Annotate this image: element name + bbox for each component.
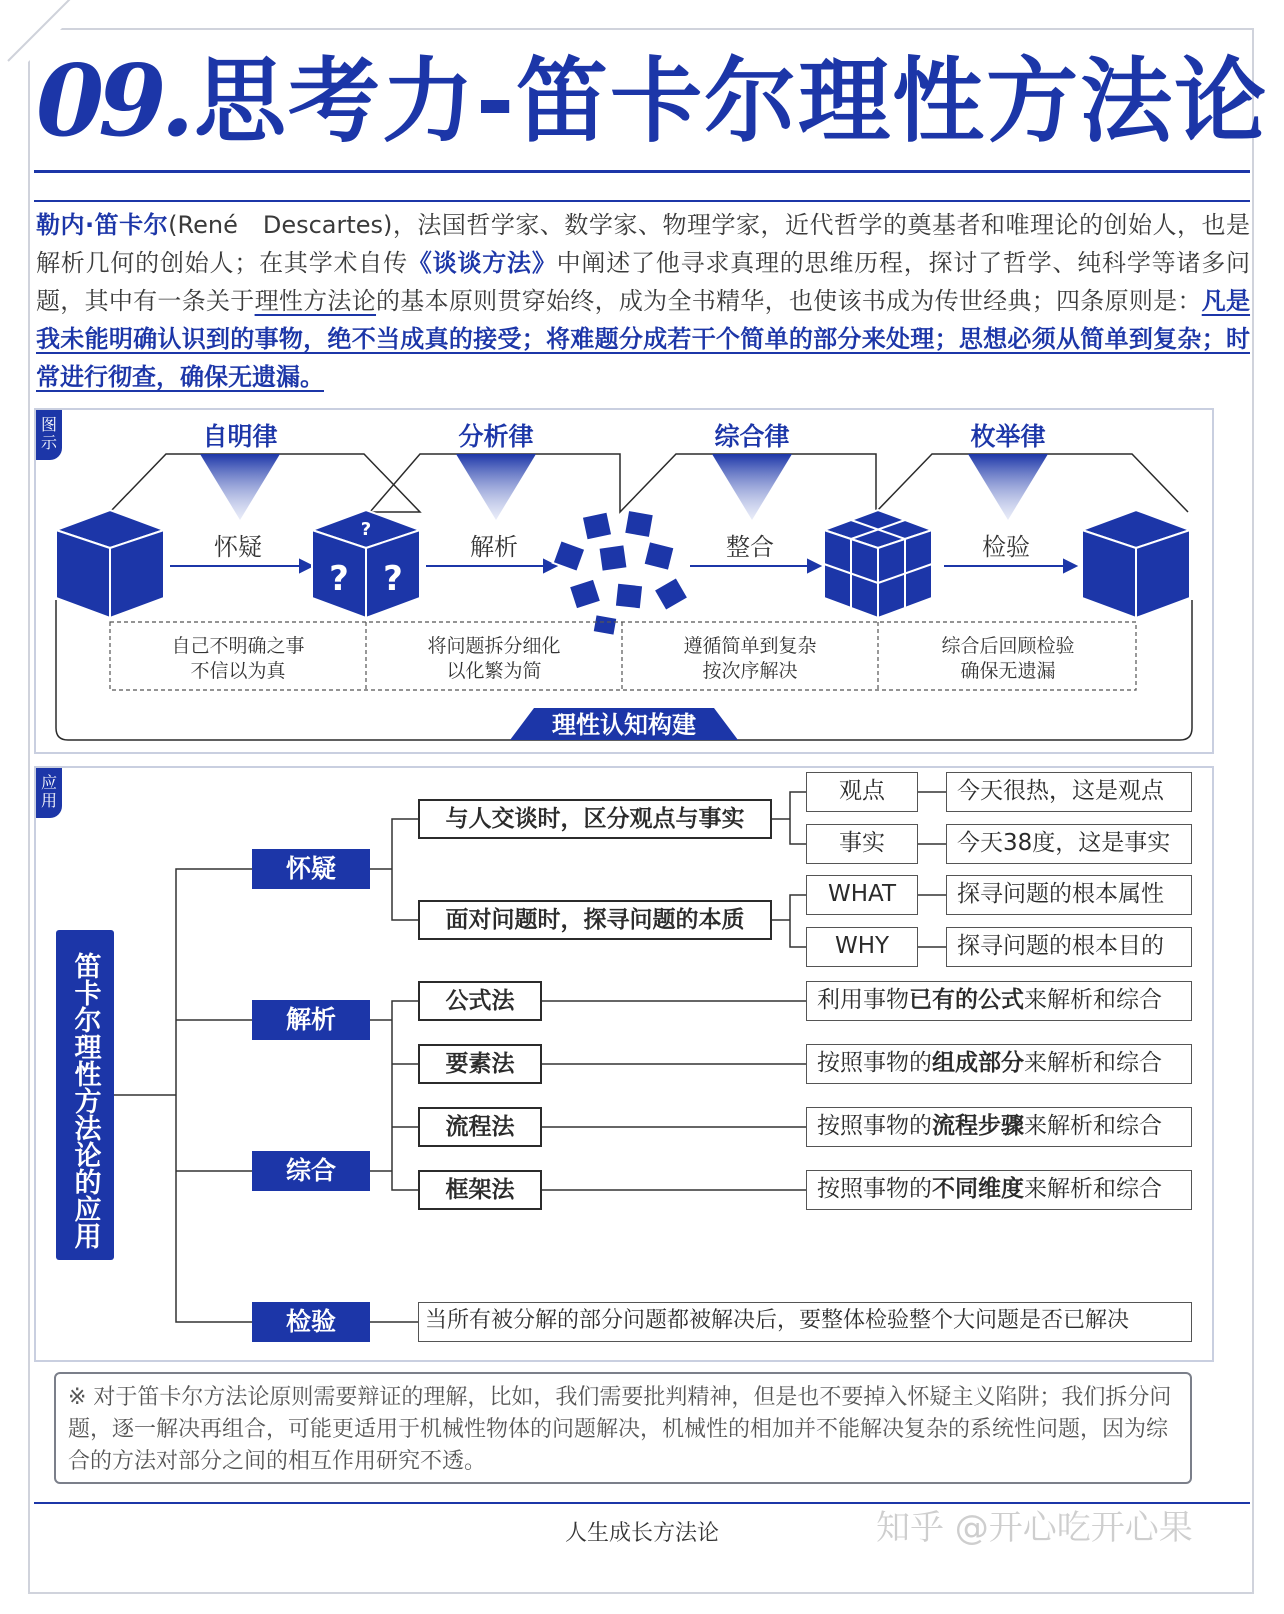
desc-4-line2: 确保无遗漏	[960, 660, 1056, 682]
branch-synthesize: 综合	[252, 1151, 370, 1191]
question-mark-left: ?	[329, 559, 349, 599]
method-framework-desc: 按照事物的不同维度来解析和综合	[806, 1170, 1192, 1210]
leaf-key-why: WHY	[806, 927, 918, 967]
application-tab: 应用	[36, 768, 62, 818]
intro-text-3: 的基本原则贯穿始终，成为全书精华，也使该书成为传世经典；四条原则是：	[376, 287, 1202, 315]
method-formula-desc: 利用事物已有的公式来解析和综合	[806, 981, 1192, 1021]
intro-text-1: (René Descartes)，法国哲学家、数学家、物理学家，近代哲学的奠基者和唯理论的创始人，也是解析几何的创始人；在其学术自传	[36, 211, 1250, 277]
desc-1-line2: 不信以为真	[190, 660, 286, 682]
branch-doubt: 怀疑	[252, 849, 370, 889]
leaf-value-what: 探寻问题的根本属性	[946, 875, 1192, 915]
desc-3-line2: 按次序解决	[702, 660, 798, 682]
desc-1-line1: 自己不明确之事	[171, 635, 305, 657]
method-framework: 框架法	[418, 1170, 542, 1210]
four-principles: 凡是我未能明确认识到的事物，绝不当成真的接受；将难题分成若干个简单的部分来处理；思想必须从简单到复杂；时常进行彻查，确保无遗漏。	[36, 287, 1251, 391]
law-label-1: 自明律	[202, 422, 278, 451]
arrow-label-4: 检验	[982, 533, 1030, 561]
desc-2-line2: 以化繁为简	[446, 660, 542, 682]
desc-3-line1: 遵循简单到复杂	[683, 635, 817, 657]
law-label-3: 综合律	[714, 422, 790, 451]
application-root-node: 笛卡尔理性方法论的应用	[56, 930, 114, 1260]
leaf-key-what: WHAT	[806, 875, 918, 915]
person-name: 勒内·笛卡尔	[36, 211, 169, 239]
doubt-sub-conversation: 与人交谈时，区分观点与事实	[418, 799, 772, 839]
method-process-desc: 按照事物的流程步骤来解析和综合	[806, 1107, 1192, 1147]
branch-verify: 检验	[252, 1302, 370, 1342]
method-element: 要素法	[418, 1044, 542, 1084]
leaf-value-why: 探寻问题的根本目的	[946, 927, 1192, 967]
method-formula: 公式法	[418, 981, 542, 1021]
leaf-value-opinion: 今天很热，这是观点	[946, 772, 1192, 812]
page-title: 思考力-笛卡尔理性方法论	[194, 48, 1269, 155]
desc-2-line1: 将问题拆分细化	[427, 635, 561, 657]
question-mark-top: ?	[360, 519, 372, 540]
note-box: ※ 对于笛卡尔方法论原则需要辩证的理解，比如，我们需要批判精神，但是也不要掉入怀疑主义陷阱；我们拆分问题，逐一解决再组合，可能更适用于机械性物体的问题解决，机械性的相加并不能解决复杂的系统性问题，因为综合的方法对部分之间的相互作用研究不透。	[54, 1372, 1192, 1484]
branch-analyze: 解析	[252, 1000, 370, 1040]
law-label-2: 分析律	[458, 422, 534, 451]
method-element-desc: 按照事物的组成部分来解析和综合	[806, 1044, 1192, 1084]
footer-text: 人生成长方法论	[564, 1521, 719, 1546]
verify-desc: 当所有被分解的部分问题都被解决后，要整体检验整个大问题是否已解决	[418, 1302, 1192, 1342]
method-process: 流程法	[418, 1107, 542, 1147]
chapter-number: 09.	[36, 44, 189, 159]
book-title: 《谈谈方法》	[407, 249, 557, 277]
banner-label: 理性认知构建	[552, 711, 696, 739]
diagram-tab: 图示	[36, 410, 62, 460]
leaf-key-opinion: 观点	[806, 772, 918, 812]
leaf-key-fact: 事实	[806, 824, 918, 864]
leaf-value-fact: 今天38度，这是事实	[946, 824, 1192, 864]
intro-text-2: 中阐述了他寻求真理的思维历程，探讨了哲学、纯科学等诸多问题，其中有一条关于	[36, 249, 1250, 315]
desc-4-line1: 综合后回顾检验	[941, 635, 1075, 657]
watermark: 知乎 @开心吃开心果	[876, 1508, 1193, 1548]
method-name: 理性方法论	[254, 287, 377, 315]
question-mark-right: ?	[383, 559, 403, 599]
arrow-label-1: 怀疑	[214, 533, 262, 561]
arrow-label-2: 解析	[470, 533, 518, 561]
arrow-label-3: 整合	[726, 533, 774, 561]
law-label-4: 枚举律	[970, 422, 1046, 451]
doubt-sub-essence: 面对问题时，探寻问题的本质	[418, 900, 772, 940]
